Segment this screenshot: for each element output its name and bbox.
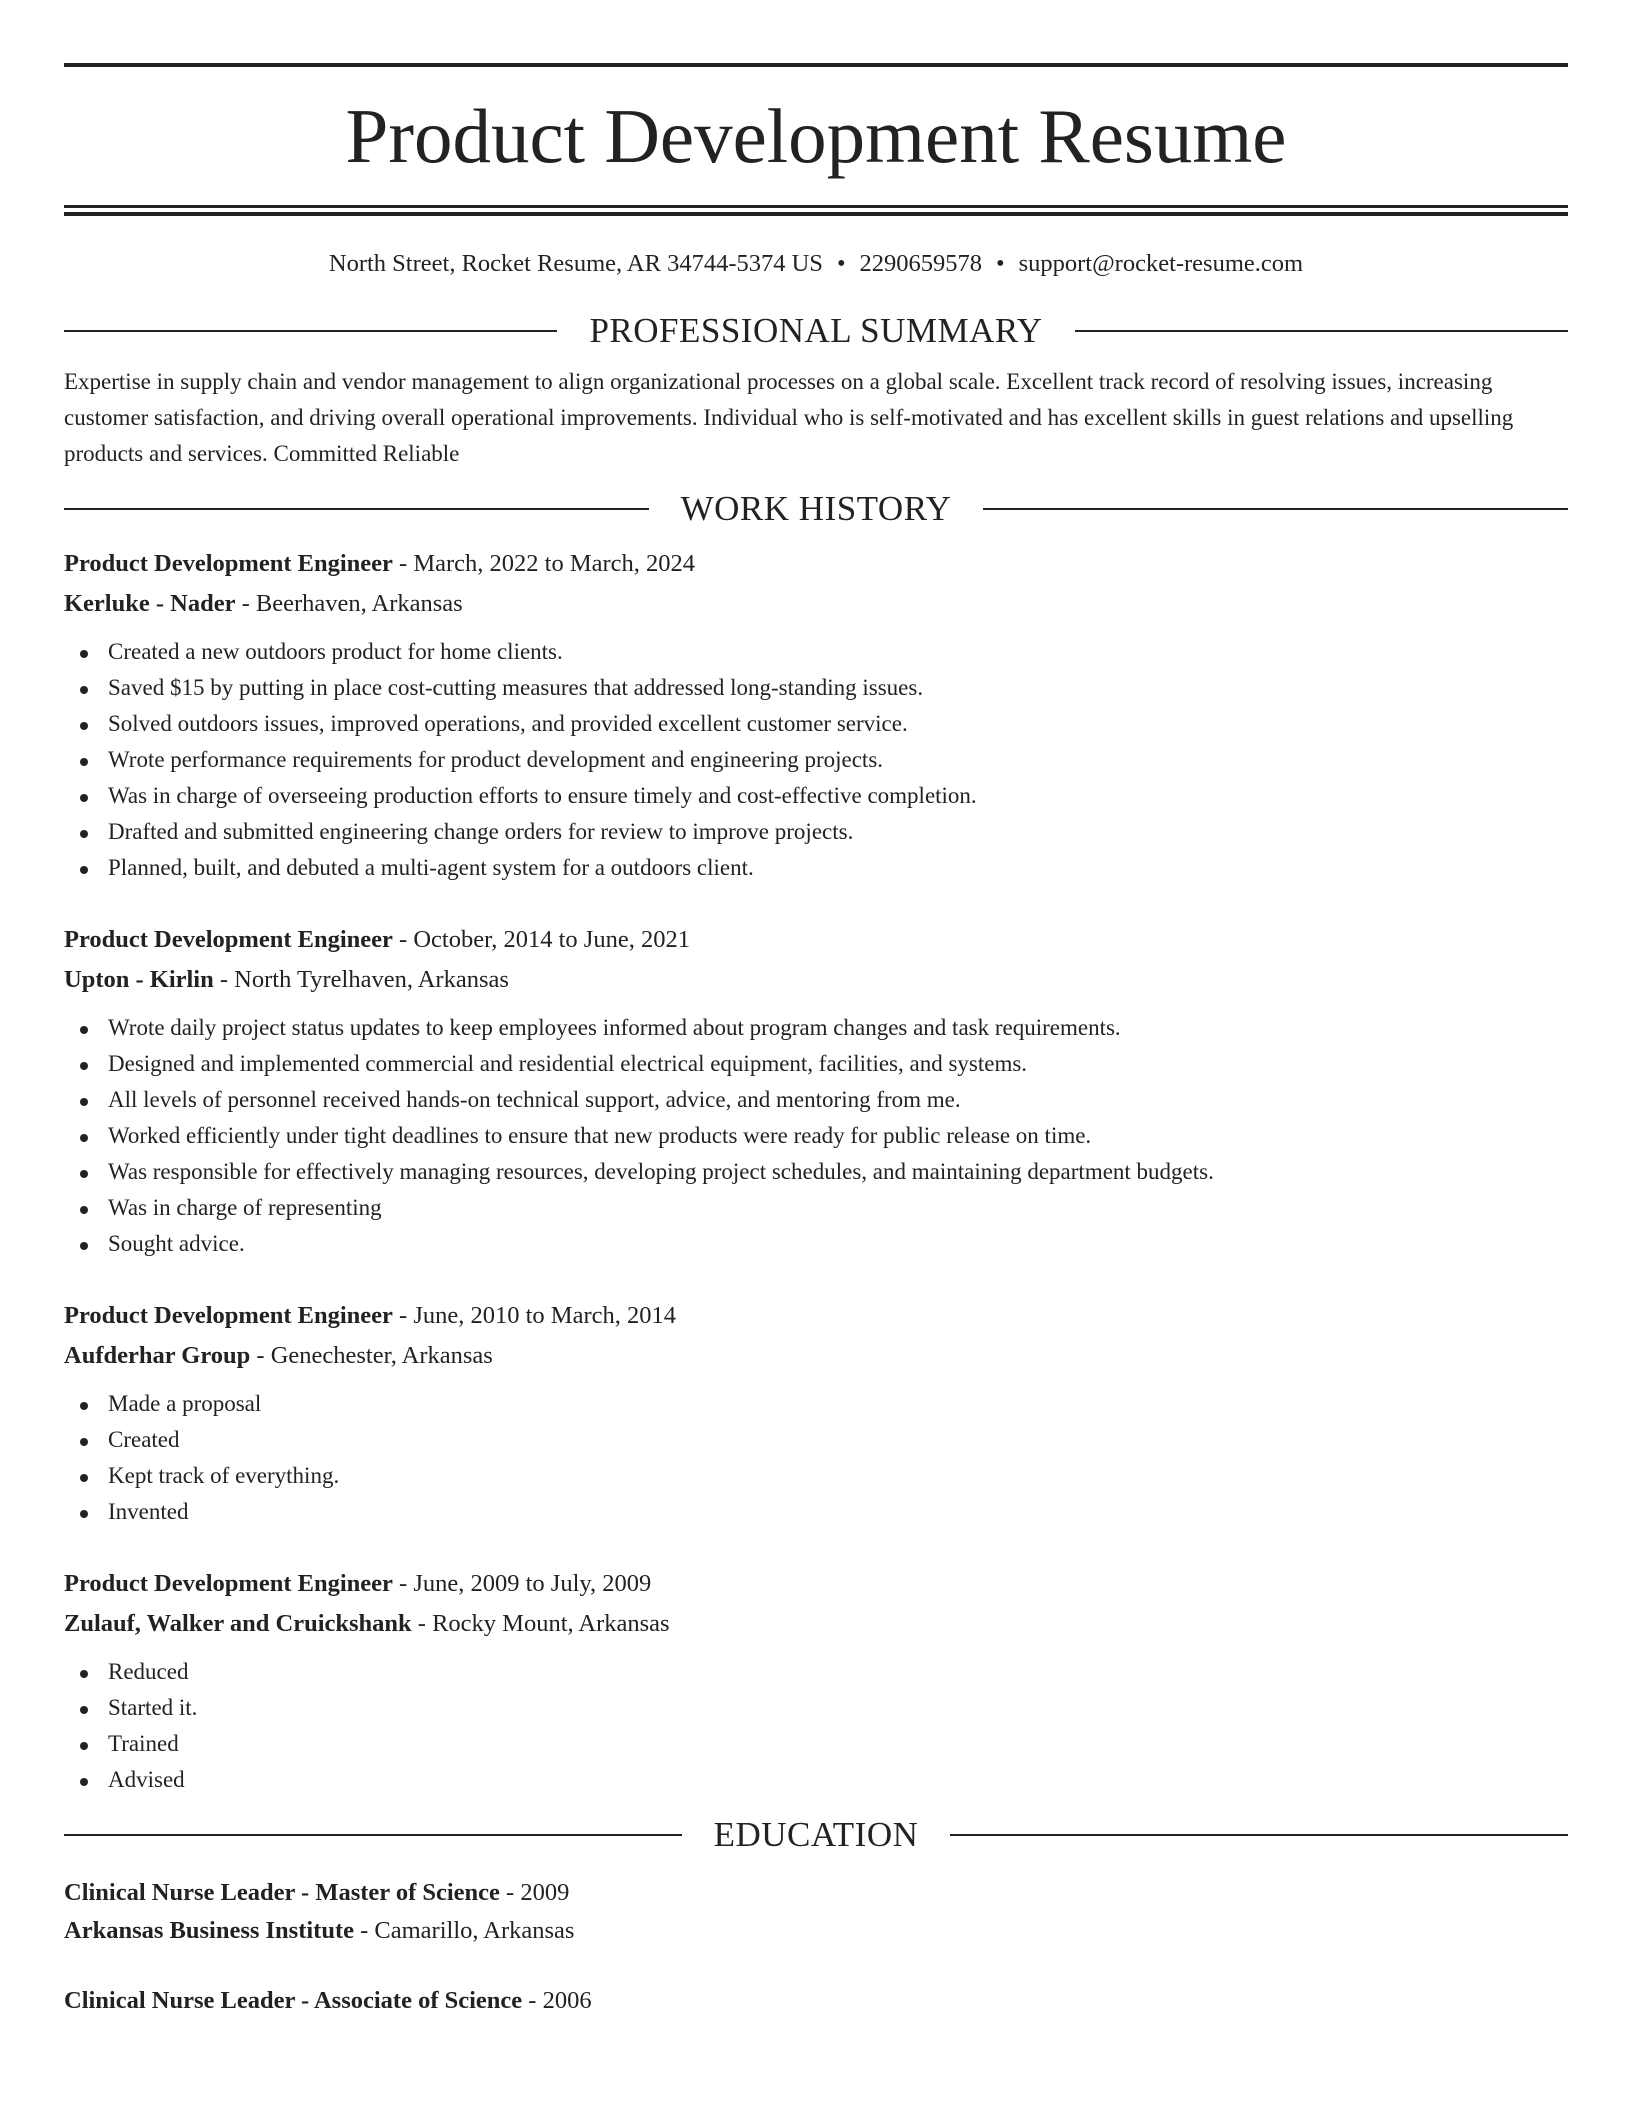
job-company: Aufderhar Group [64,1342,251,1369]
summary-heading: PROFESSIONAL SUMMARY [589,311,1043,350]
contact-phone: 2290659578 [859,250,983,277]
education-degree: Clinical Nurse Leader - Master of Science [64,1879,500,1906]
job-bullets [64,634,1568,886]
job-title-line [64,1564,1568,1604]
job-location: - Genechester, Arkansas [250,1342,493,1369]
work-heading: WORK HISTORY [680,489,952,528]
job-title: Product Development Engineer [64,1570,393,1597]
education-school: Arkansas Business Institute [64,1917,354,1944]
job-title: Product Development Engineer [64,1302,393,1329]
section-rule-right [1075,330,1568,332]
job-bullet: Sought advice. [64,1226,1568,1262]
education-entry [64,1982,1568,2020]
education-year: - 2006 [522,1987,592,2014]
job-bullet: Designed and implemented commercial and residential electrical equipment, facilities, and systems. [64,1046,1568,1082]
job-bullet: Was in charge of representing [64,1190,1568,1226]
education-list [64,1874,1568,2020]
job-bullet: Started it. [64,1690,1568,1726]
job-bullet: Was responsible for effectively managing resources, developing project schedules, and maintaining department budgets. [64,1154,1568,1190]
job-dates: - October, 2014 to June, 2021 [392,926,690,953]
job-bullet: Advised [64,1762,1568,1798]
section-rule-left [64,508,649,510]
job-company-line [64,1336,1568,1376]
contact-separator: • [836,250,846,277]
job-dates: - March, 2022 to March, 2024 [392,550,696,577]
job-bullet: Created [64,1422,1568,1458]
education-heading: EDUCATION [713,1815,919,1854]
job-company-line [64,584,1568,624]
section-rule-left [64,330,557,332]
summary-section-header [64,306,1568,356]
job-bullet: Solved outdoors issues, improved operations, and provided excellent customer service. [64,706,1568,742]
job-bullet: Drafted and submitted engineering change orders for review to improve projects. [64,814,1568,850]
job-company: Kerluke - Nader [64,590,236,617]
job-bullet: Saved $15 by putting in place cost-cutting measures that addressed long-standing issues. [64,670,1568,706]
job-bullet: Planned, built, and debuted a multi-agent system for a outdoors client. [64,850,1568,886]
job-entry [64,1564,1568,1798]
job-dates: - June, 2010 to March, 2014 [392,1302,676,1329]
job-entry [64,920,1568,1262]
section-rule-left [64,1834,682,1836]
job-bullets [64,1010,1568,1262]
education-section-header [64,1810,1568,1860]
job-entry [64,1296,1568,1530]
job-bullet: Trained [64,1726,1568,1762]
job-bullets [64,1386,1568,1530]
education-degree: Clinical Nurse Leader - Associate of Science [64,1987,523,2014]
job-location: - Beerhaven, Arkansas [235,590,463,617]
contact-line [64,246,1568,282]
education-school-line [64,1912,1568,1950]
job-title: Product Development Engineer [64,926,393,953]
section-rule-right [950,1834,1568,1836]
title-double-rule [64,205,1568,216]
education-year: - 2009 [499,1879,570,1906]
contact-address: North Street, Rocket Resume, AR 34744-5374 US [328,250,823,277]
job-bullets [64,1654,1568,1798]
resume-page [64,0,1568,2020]
job-title-line [64,544,1568,584]
job-bullet: Wrote performance requirements for product development and engineering projects. [64,742,1568,778]
job-bullet: Worked efficiently under tight deadlines to ensure that new products were ready for public release on time. [64,1118,1568,1154]
contact-email: support@rocket-resume.com [1018,250,1304,277]
job-dates: - June, 2009 to July, 2009 [392,1570,652,1597]
summary-text: Expertise in supply chain and vendor management to align organizational processes on a global scale. Excellent track record of resolving issues, increasing customer satisfaction, and driving overall operational improvements. Individual who is self-motivated and has excellent skills in guest relations and upselling products and services. Committed Reliable [64,369,1514,466]
job-company: Upton - Kirlin [64,966,214,993]
job-bullet: Was in charge of overseeing production efforts to ensure timely and cost-effective completion. [64,778,1568,814]
work-history-list [64,544,1568,1798]
job-company: Zulauf, Walker and Cruickshank [64,1610,412,1637]
job-bullet: Made a proposal [64,1386,1568,1422]
job-entry [64,544,1568,886]
job-title: Product Development Engineer [64,550,393,577]
job-bullet: Reduced [64,1654,1568,1690]
work-section-header [64,484,1568,534]
job-title-line [64,1296,1568,1336]
job-location: - North Tyrelhaven, Arkansas [213,966,509,993]
section-rule-right [983,508,1568,510]
job-company-line [64,960,1568,1000]
resume-title: Product Development Resume [345,92,1287,179]
education-entry [64,1874,1568,1950]
job-bullet: Wrote daily project status updates to keep employees informed about program changes and task requirements. [64,1010,1568,1046]
education-degree-line [64,1982,1568,2020]
job-bullet: Created a new outdoors product for home clients. [64,634,1568,670]
education-location: - Camarillo, Arkansas [354,1917,575,1944]
job-title-line [64,920,1568,960]
education-degree-line [64,1874,1568,1912]
job-bullet: Kept track of everything. [64,1458,1568,1494]
job-location: - Rocky Mount, Arkansas [411,1610,670,1637]
contact-separator: • [996,250,1005,277]
job-bullet: All levels of personnel received hands-on technical support, advice, and mentoring from me. [64,1082,1568,1118]
job-company-line [64,1604,1568,1644]
job-bullet: Invented [64,1494,1568,1530]
